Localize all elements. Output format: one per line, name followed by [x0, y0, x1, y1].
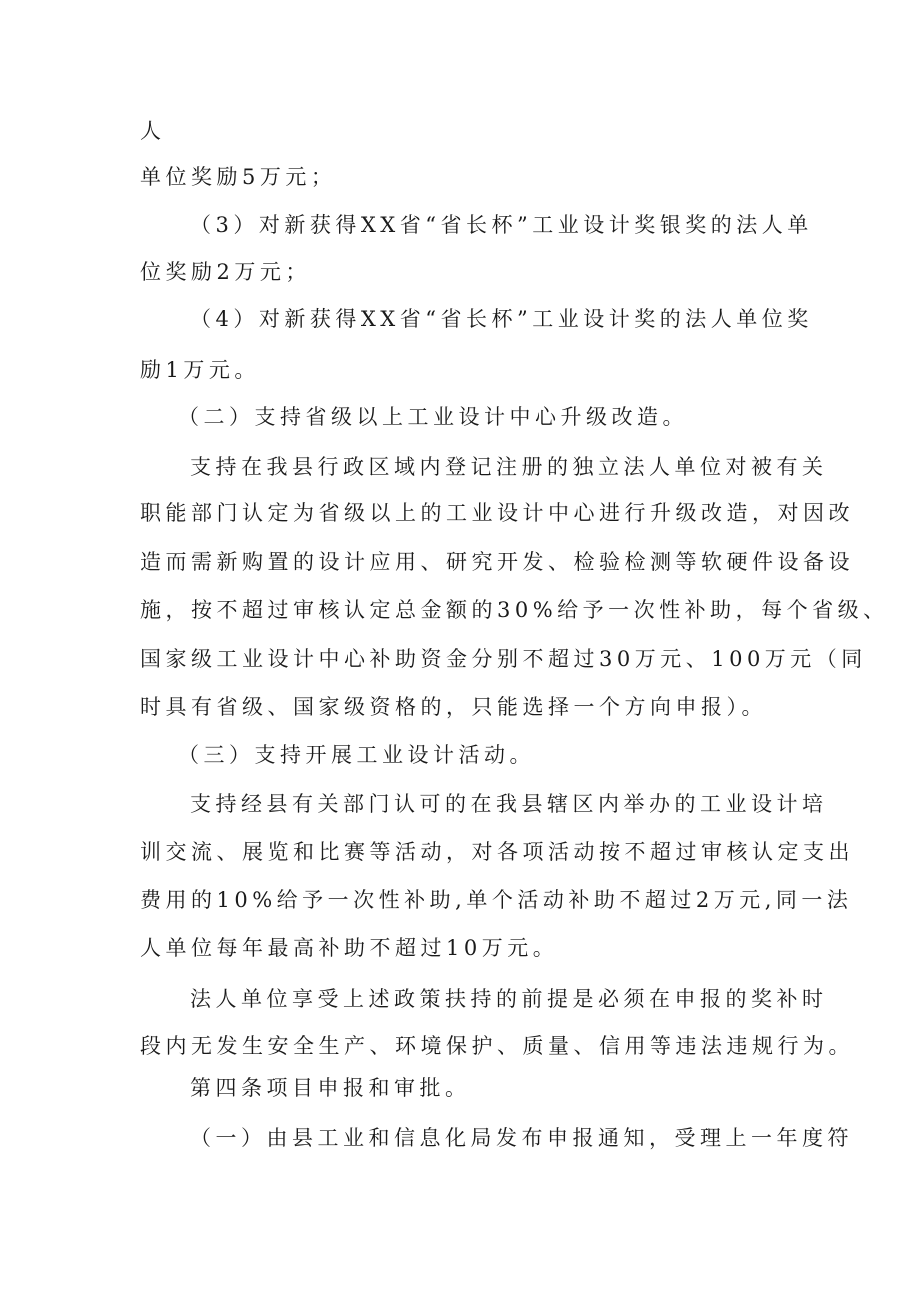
text-line-20: 段内无发生安全生产、环境保护、质量、信用等违法违规行为。 [140, 1034, 854, 1058]
section-heading-3: （三）支持开展工业设计活动。 [178, 743, 535, 767]
text-line-15: 支持经县有关部门认可的在我县辖区内举办的工业设计培 [190, 792, 828, 816]
text-line-18: 人单位每年最高补助不超过10万元。 [140, 936, 559, 960]
text-line-19: 法人单位享受上述政策扶持的前提是必须在申报的奖补时 [190, 987, 828, 1011]
text-line-5: （4）对新获得XX省“省长杯”工业设计奖的法人单位奖 [190, 307, 813, 331]
text-line-13: 时具有省级、国家级资格的，只能选择一个方向申报）。 [140, 695, 767, 719]
text-line-8: 支持在我县行政区域内登记注册的独立法人单位对被有关 [190, 455, 828, 479]
text-line-17: 费用的10%给予一次性补助,单个活动补助不超过2万元,同一法 [140, 888, 853, 912]
text-line-2: 单位奖励5万元； [140, 165, 337, 189]
text-line-16: 训交流、展览和比赛等活动，对各项活动按不超过审核认定支出 [140, 840, 854, 864]
text-line-3: （3）对新获得XX省“省长杯”工业设计奖银奖的法人单 [190, 213, 813, 237]
text-line-6: 励1万元。 [140, 358, 260, 382]
text-line-11: 施，按不超过审核认定总金额的30%给予一次性补助，每个省级、 [140, 598, 889, 622]
text-line-10: 造而需新购置的设计应用、研究开发、检验检测等软硬件设备设 [140, 550, 854, 574]
text-line-22: （一）由县工业和信息化局发布申报通知，受理上一年度符 [190, 1126, 853, 1150]
text-line-12: 国家级工业设计中心补助资金分别不超过30万元、100万元（同 [140, 647, 867, 671]
text-line-9: 职能部门认定为省级以上的工业设计中心进行升级改造，对因改 [140, 501, 854, 525]
section-heading-2: （二）支持省级以上工业设计中心升级改造。 [178, 405, 688, 429]
article-heading-4: 第四条项目申报和审批。 [190, 1076, 471, 1100]
text-line-4: 位奖励2万元； [140, 260, 311, 284]
text-line-1: 人 [140, 119, 166, 143]
